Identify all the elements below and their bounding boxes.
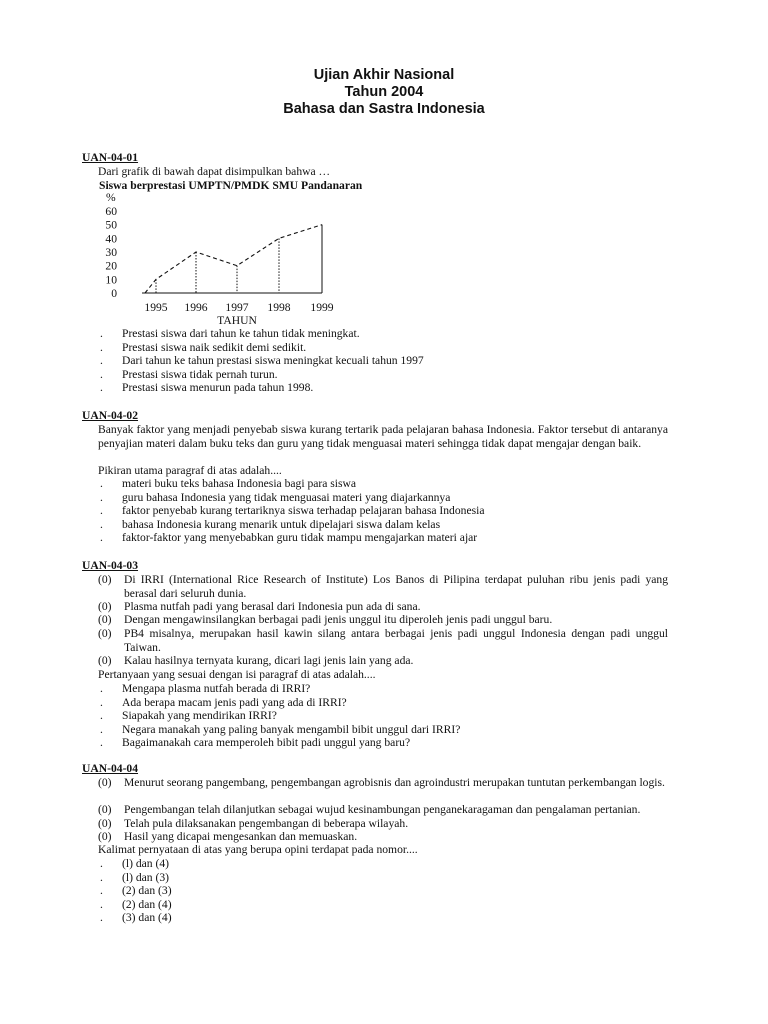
question-code: UAN-04-04: [82, 762, 139, 775]
option-text: materi buku teks bahasa Indonesia bagi para siswa: [122, 477, 357, 490]
option-text: (l) dan (4): [122, 857, 169, 870]
chart-title: Siswa berprestasi UMPTN/PMDK SMU Pandanaran: [99, 179, 363, 192]
sentence-text: Plasma nutfah padi yang berasal dari Indonesia pun ada di sana.: [124, 600, 421, 613]
x-tick-label: 1997: [225, 301, 249, 314]
question-prompt: Dari grafik di bawah dapat disimpulkan bahwa …: [98, 165, 331, 178]
sentence-text: Pengembangan telah dilanjutkan sebagai wujud kesinambungan penganekaragaman dan pengalaman pertanian.: [124, 803, 641, 816]
question-text: Kalimat pernyataan di atas yang berupa opini terdapat pada nomor....: [98, 843, 418, 856]
option-marker: .: [100, 367, 103, 381]
question-code: UAN-04-03: [82, 559, 139, 572]
sentence-number: (0): [98, 600, 112, 613]
title-line-2: Tahun 2004: [344, 84, 424, 100]
x-tick-label: 1995: [144, 301, 168, 314]
sentence-number: (0): [98, 830, 112, 843]
option-marker: .: [100, 477, 103, 490]
x-axis-label: TAHUN: [217, 314, 257, 327]
sentence-number: (0): [98, 613, 112, 626]
option-text: Prestasi siswa dari tahun ke tahun tidak meningkat.: [122, 327, 360, 340]
option-text: Mengapa plasma nutfah berada di IRRI?: [122, 682, 311, 695]
y-tick-label: 0: [111, 287, 117, 300]
option-marker: .: [100, 531, 103, 545]
y-tick-label: 10: [105, 273, 117, 287]
option-marker: .: [100, 517, 103, 531]
line-chart: [94, 190, 344, 328]
option-marker: .: [100, 340, 103, 354]
y-tick-label: 20: [105, 259, 117, 273]
option-marker: .: [100, 327, 103, 340]
sentence-text: Dengan mengawinsilangkan berbagai padi jenis unggul itu diperoleh jenis padi unggul baru.: [124, 613, 553, 626]
option-text: Negara manakah yang paling banyak mengambil bibit unggul dari IRRI?: [122, 722, 461, 736]
sentence-text: Hasil yang dicapai mengesankan dan memuaskan.: [124, 830, 358, 843]
sentence-number: (0): [98, 654, 112, 667]
option-text: Dari tahun ke tahun prestasi siswa meningkat kecuali tahun 1997: [122, 354, 424, 368]
y-tick-label: 40: [105, 232, 117, 246]
option-text: Prestasi siswa tidak pernah turun.: [122, 367, 278, 381]
option-text: Prestasi siswa naik sedikit demi sedikit.: [122, 340, 307, 354]
question-paragraph: Banyak faktor yang menjadi penyebab siswa kurang tertarik pada pelajaran bahasa Indonesia. Faktor tersebut di antaranya penyajian materi dalam buku teks dan guru yang tidak menguasai materi sehingga tidak dapat mengajar dengan baik.: [98, 423, 668, 450]
y-tick-label: 60: [105, 205, 117, 218]
y-tick-label: 50: [105, 218, 117, 232]
option-marker: .: [100, 857, 103, 870]
option-marker: .: [100, 381, 103, 395]
question-text: Pertanyaan yang sesuai dengan isi paragraf di atas adalah....: [98, 668, 376, 681]
sentence-number: (0): [98, 573, 112, 586]
series-line: [145, 225, 322, 293]
option-text: (3) dan (4): [122, 911, 172, 925]
option-text: faktor penyebab kurang tertariknya siswa terhadap pelajaran bahasa Indonesia: [122, 504, 485, 518]
option-marker: .: [100, 911, 103, 925]
option-marker: .: [100, 736, 103, 750]
title-line-3: Bahasa dan Sastra Indonesia: [283, 101, 485, 117]
option-marker: .: [100, 897, 103, 911]
option-marker: .: [100, 870, 103, 884]
y-axis-label: %: [106, 191, 116, 204]
sentence-number: (0): [98, 803, 112, 816]
sentence-number: (0): [98, 776, 112, 789]
option-marker: .: [100, 722, 103, 736]
option-marker: .: [100, 709, 103, 723]
option-marker: .: [100, 490, 103, 504]
sentence-text: Di IRRI (International Rice Research of Institute) Los Banos di Pilipina terdapat puluhan ribu jenis padi yang berasal dari seluruh dunia.: [124, 573, 668, 600]
x-tick-label: 1998: [267, 301, 291, 314]
y-tick-label: 30: [105, 246, 117, 259]
sentence-text: Kalau hasilnya ternyata kurang, dicari lagi jenis lain yang ada.: [124, 654, 414, 667]
x-tick-label: 1996: [184, 301, 208, 314]
sentence-number: (0): [98, 817, 112, 830]
option-text: Bagaimanakah cara memperoleh bibit padi unggul yang baru?: [122, 736, 411, 750]
option-text: Prestasi siswa menurun pada tahun 1998.: [122, 381, 314, 395]
sentence-number: (0): [98, 627, 112, 640]
sentence-text: Menurut seorang pangembang, pengembangan agrobisnis dan agroindustri merupakan tuntutan perkembangan logis.: [124, 776, 665, 789]
option-marker: .: [100, 354, 103, 368]
option-text: bahasa Indonesia kurang menarik untuk dipelajari siswa dalam kelas: [122, 517, 441, 531]
x-tick-label: 1999: [310, 301, 334, 314]
option-marker: .: [100, 884, 103, 898]
option-marker: .: [100, 682, 103, 695]
option-text: (l) dan (3): [122, 870, 169, 884]
option-text: Ada berapa macam jenis padi yang ada di IRRI?: [122, 695, 347, 709]
sentence-text: Telah pula dilaksanakan pengembangan di beberapa wilayah.: [124, 817, 409, 830]
question-text: Pikiran utama paragraf di atas adalah....: [98, 464, 282, 477]
option-text: Siapakah yang mendirikan IRRI?: [122, 709, 277, 723]
sentence-text: PB4 misalnya, merupakan hasil kawin silang antara berbagai jenis padi unggul Indonesia dengan padi unggul Taiwan.: [124, 627, 668, 654]
option-text: (2) dan (3): [122, 884, 172, 898]
option-text: (2) dan (4): [122, 897, 172, 911]
question-code: UAN-04-02: [82, 409, 139, 422]
option-text: guru bahasa Indonesia yang tidak menguasai materi yang diajarkannya: [122, 490, 451, 504]
option-marker: .: [100, 695, 103, 709]
option-marker: .: [100, 504, 103, 518]
option-text: faktor-faktor yang menyebabkan guru tidak mampu mengajarkan materi ajar: [122, 531, 478, 545]
title-line-1: Ujian Akhir Nasional: [313, 67, 455, 83]
question-code: UAN-04-01: [82, 151, 139, 164]
document-title: [0, 67, 768, 118]
